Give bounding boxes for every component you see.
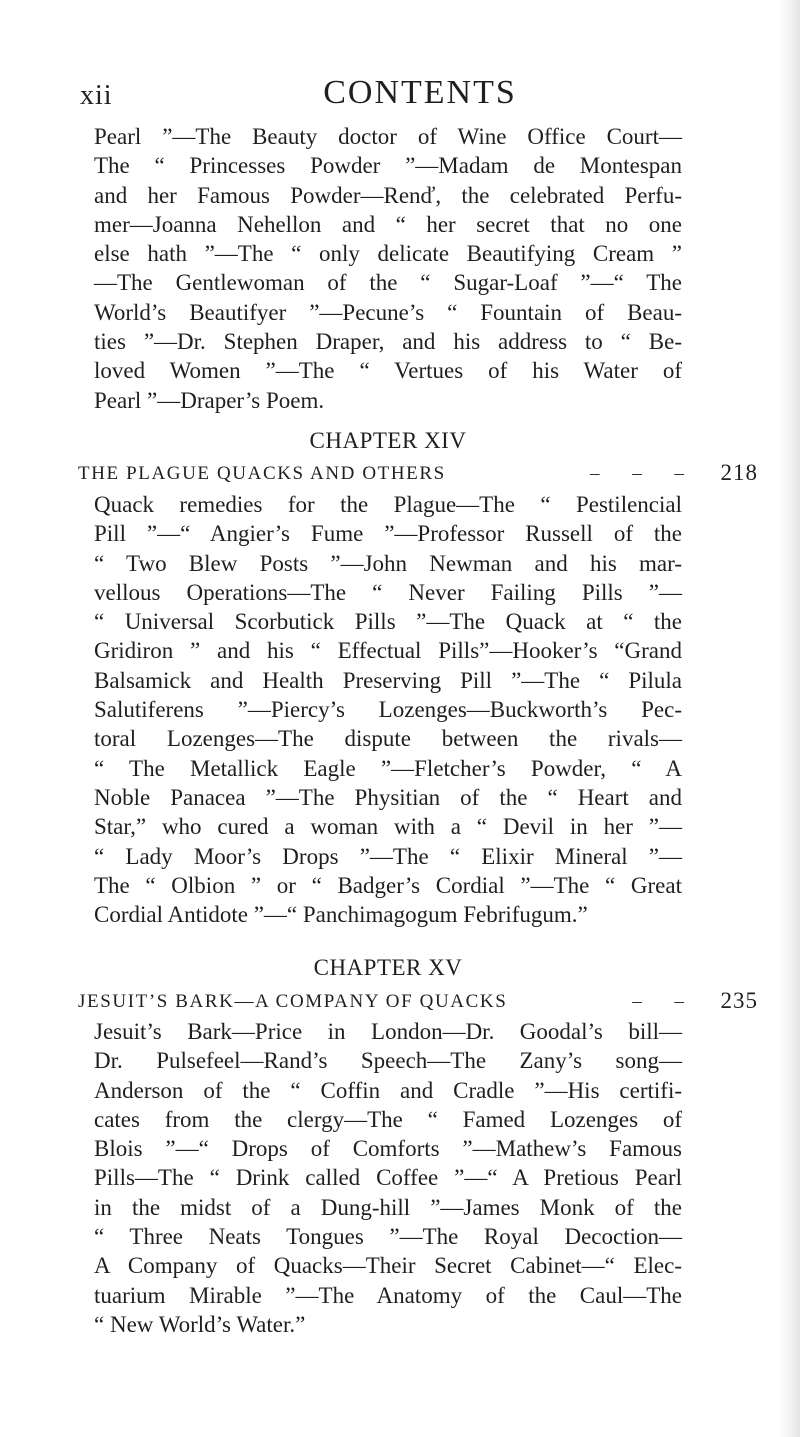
text-line: “ Two Blew Posts ”—John Newman and his mar- (94, 550, 682, 576)
text-line: mer—Joanna Nehellon and “ her secret that no one (94, 211, 682, 237)
text-line: “ Three Neats Tongues ”—The Royal Decoction— (94, 1224, 682, 1250)
toc-entry-title: THE PLAGUE QUACKS AND OTHERS (78, 463, 446, 484)
text-line: The “ Princesses Powder ”—Madam de Montespan (94, 153, 682, 179)
text-line: Salutiferens ”—Piercy’s Lozenges—Buckworth’s Pec- (94, 697, 682, 723)
text-line: Anderson of the “ Coffin and Cradle ”—His certifi- (94, 1077, 682, 1103)
toc-entry[interactable] (78, 988, 758, 1018)
text-line: —The Gentlewoman of the “ Sugar-Loaf ”—“ The (94, 270, 682, 296)
intro-paragraph (94, 122, 682, 415)
text-line: in the midst of a Dung-hill ”—James Monk of the (94, 1194, 682, 1220)
text-line: Dr. Pulsefeel—Rand’s Speech—The Zany’s song— (94, 1048, 682, 1074)
text-line: Pills—The “ Drink called Coffee ”—“ A Pretious Pearl (94, 1165, 682, 1191)
text-line: cates from the clergy—The “ Famed Lozenges of (94, 1106, 682, 1132)
text-line: ties ”—Dr. Stephen Draper, and his address to “ Be- (94, 329, 682, 355)
text-line: “ New World’s Water.” (94, 1311, 306, 1337)
leader-dashes: – – – (590, 463, 698, 484)
page-edge-shadow (778, 0, 800, 1437)
text-line: Pearl ”—Draper’s Poem. (94, 387, 325, 413)
text-line: Blois ”—“ Drops of Comforts ”—Mathew’s Famous (94, 1136, 682, 1162)
text-line: toral Lozenges—The dispute between the rivals— (94, 726, 682, 752)
text-line: loved Women ”—The “ Vertues of his Water of (94, 358, 682, 384)
text-line: “ Universal Scorbutick Pills ”—The Quack at “ the (94, 609, 682, 635)
text-line: Gridiron ” and his “ Effectual Pills”—Hooker’s “Grand (94, 638, 682, 664)
toc-entry-title: JESUIT’S BARK—A COMPANY OF QUACKS (78, 991, 508, 1012)
text-line: The “ Olbion ” or “ Badger’s Cordial ”—The “ Great (94, 872, 682, 898)
text-line: Noble Panacea ”—The Physitian of the “ Heart and (94, 784, 682, 810)
text-line: Star,” who cured a woman with a “ Devil in her ”— (94, 814, 682, 840)
page-header (80, 74, 760, 124)
running-title: CONTENTS (323, 74, 517, 111)
text-line: and her Famous Powder—Renď, the celebrated Perfu- (94, 182, 682, 208)
text-line: Jesuit’s Bark—Price in London—Dr. Goodal’s bill— (94, 1019, 682, 1044)
toc-entry[interactable] (78, 460, 758, 490)
chapter-heading: CHAPTER XV (313, 955, 463, 980)
text-line: vellous Operations—The “ Never Failing Pills ”— (94, 579, 682, 605)
text-line: Quack remedies for the Plague—The “ Pestilencial (94, 492, 682, 517)
text-line: World’s Beautifyer ”—Pecune’s “ Fountain of Beau- (94, 299, 682, 325)
text-line: Balsamick and Health Preserving Pill ”—The “ Pilula (94, 667, 682, 693)
toc-entry-page: 218 (720, 460, 758, 485)
text-line: else hath ”—The “ only delicate Beautifying Cream ” (94, 241, 682, 267)
text-line: tuarium Mirable ”—The Anatomy of the Caul—The (94, 1282, 682, 1308)
text-line: Pearl ”—The Beauty doctor of Wine Office Court— (94, 124, 682, 149)
page-number: xii (80, 80, 113, 111)
text-line: Cordial Antidote ”—“ Panchimagogum Febrifugum.” (94, 902, 588, 928)
toc-entry-page: 235 (720, 988, 758, 1013)
chapter-summary (94, 1017, 682, 1339)
text-line: A Company of Quacks—Their Secret Cabinet—“ Elec- (94, 1253, 682, 1279)
text-line: “ Lady Moor’s Drops ”—The “ Elixir Mineral ”— (94, 843, 682, 869)
chapter-heading: CHAPTER XIV (309, 428, 467, 453)
text-line: “ The Metallick Eagle ”—Fletcher’s Powder, “ A (94, 755, 682, 781)
text-line: Pill ”—“ Angier’s Fume ”—Professor Russell of the (94, 521, 682, 547)
chapter-summary (94, 490, 682, 929)
leader-dashes: – – (632, 991, 698, 1012)
